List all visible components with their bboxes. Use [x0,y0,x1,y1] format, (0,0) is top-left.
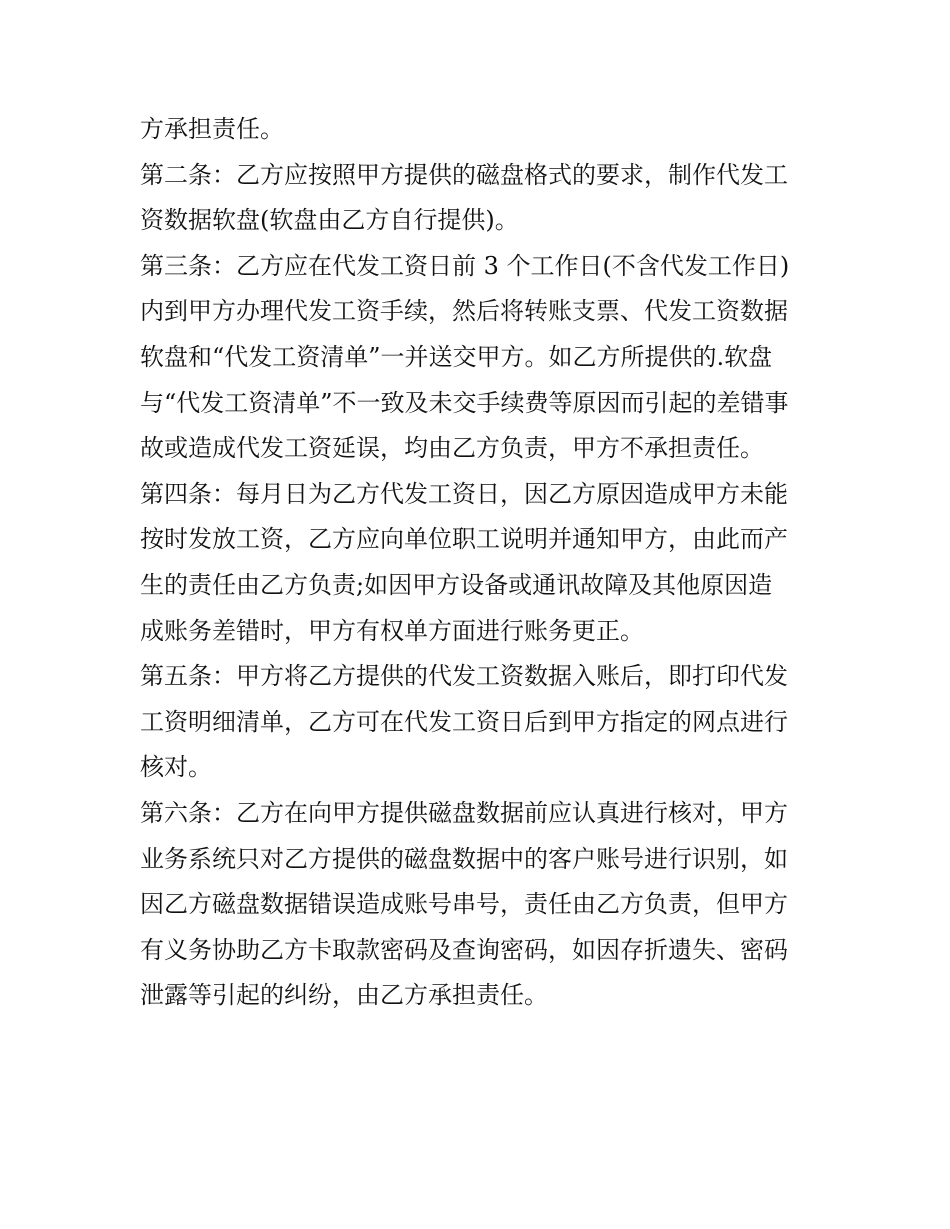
text-line: 第二条：乙方应按照甲方提供的磁盘格式的要求，制作代发工 [140,160,788,189]
text-line: 泄露等引起的纠纷，由乙方承担责任。 [140,981,548,1010]
text-line: 核对。 [140,753,212,782]
text-line: 业务系统只对乙方提供的磁盘数据中的客户账号进行识别，如 [140,844,788,873]
text-line: 有义务协助乙方卡取款密码及查询密码，如因存折遗失、密码 [140,935,788,964]
text-line: 成账务差错时，甲方有权单方面进行账务更正。 [140,616,644,645]
text-line: 生的责任由乙方负责;如因甲方设备或通讯故障及其他原因造 [140,570,773,599]
text-line: 方承担责任。 [140,115,284,143]
text-line: 因乙方磁盘数据错误造成账号串号，责任由乙方负责，但甲方 [140,890,788,919]
text-line: 故或造成代发工资延误，均由乙方负责，甲方不承担责任。 [140,434,764,463]
text-line: 软盘和“代发工资清单”一并送交甲方。如乙方所提供的.软盘 [140,342,773,371]
text-line: 与“代发工资清单”不一致及未交手续费等原因而引起的差错事 [140,388,789,417]
text-line: 第六条：乙方在向甲方提供磁盘数据前应认真进行核对，甲方 [140,798,788,827]
text-line: 第五条：甲方将乙方提供的代发工资数据入账后，即打印代发 [140,662,788,691]
text-line: 按时发放工资，乙方应向单位职工说明并通知甲方，由此而产 [140,525,788,554]
text-line: 工资明细清单，乙方可在代发工资日后到甲方指定的网点进行 [140,707,788,736]
text-line: 资数据软盘(软盘由乙方自行提供)。 [140,206,519,235]
document-body [140,107,820,1019]
text-line: 第四条：每月日为乙方代发工资日，因乙方原因造成甲方未能 [140,479,788,508]
text-line: 第三条：乙方应在代发工资日前 3 个工作日(不含代发工作日) [140,251,790,280]
text-line: 内到甲方办理代发工资手续，然后将转账支票、代发工资数据 [140,297,788,326]
